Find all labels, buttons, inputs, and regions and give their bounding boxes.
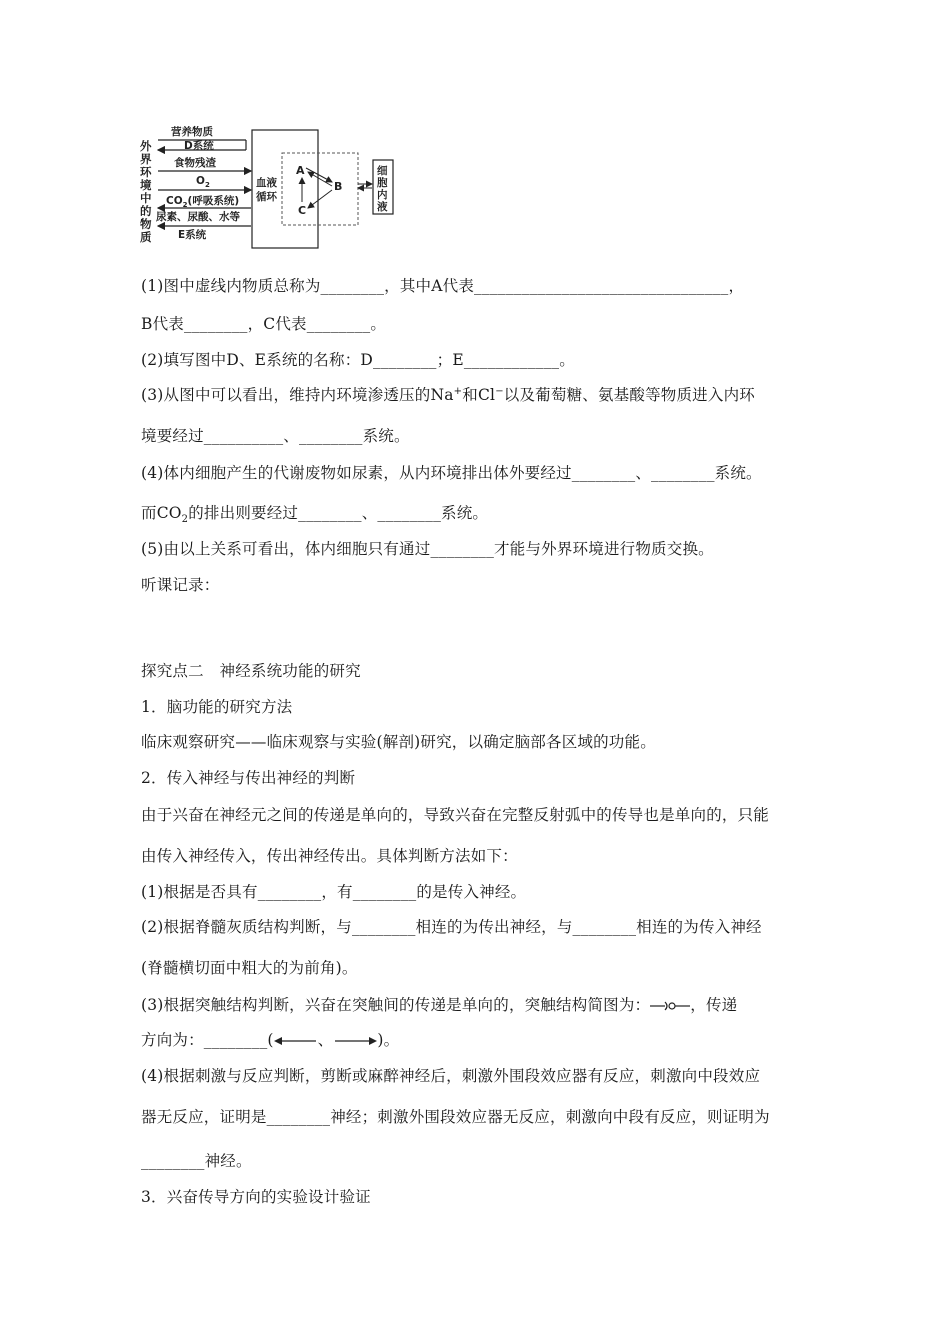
label-d-system: D系统 xyxy=(184,140,214,152)
section2-h2: 2．传入神经与传出神经的判断 xyxy=(141,769,356,787)
i3-suffix: ，传递 xyxy=(690,996,738,1014)
section2-p1: 临床观察研究——临床观察与实验(解剖)研究，以确定脑部各区域的功能。 xyxy=(141,733,656,751)
cell-char: 内 xyxy=(377,189,388,201)
q3-line1 xyxy=(141,384,755,406)
section2-h1: 1．脑功能的研究方法 xyxy=(141,698,293,716)
v-char: 外 xyxy=(140,139,152,153)
q3-prefix: (3)从图中可以看出，维持内环境渗透压的Na xyxy=(141,386,454,404)
label-nutrients: 营养物质 xyxy=(171,126,213,138)
label-blood-1: 血液 xyxy=(256,177,277,189)
internal-environment-diagram xyxy=(136,122,396,252)
q3-suffix: 以及葡萄糖、氨基酸等物质进入内环 xyxy=(503,386,755,404)
section2-i3-line1 xyxy=(141,994,737,1016)
cell-char: 胞 xyxy=(377,177,388,189)
q4-line2 xyxy=(141,502,488,524)
q3-mid: 和Cl xyxy=(462,386,496,404)
section2-title: 探究点二 神经系统功能的研究 xyxy=(141,662,361,680)
node-b: B xyxy=(334,180,343,193)
diagram-svg xyxy=(136,122,396,252)
node-c: C xyxy=(298,204,307,217)
left-vertical-label xyxy=(140,139,152,244)
v-char: 的 xyxy=(140,204,152,218)
i3-prefix: (3)根据突触结构判断，兴奋在突触间的传递是单向的，突触结构简图为： xyxy=(141,996,651,1014)
q3-sup2: − xyxy=(495,385,504,397)
cell-char: 细 xyxy=(377,165,388,177)
label-urea: 尿素、尿酸、水等 xyxy=(156,211,240,223)
section2-i2-line2: (脊髓横切面中粗大的为前角)。 xyxy=(141,959,358,977)
section2-i4-line1: (4)根据刺激与反应判断，剪断或麻醉神经后，刺激外围段效应器有反应，刺激向中段效应 xyxy=(141,1067,761,1085)
v-char: 中 xyxy=(140,191,152,205)
q5-line: (5)由以上关系可看出，体内细胞只有通过________才能与外界环境进行物质交换。 xyxy=(141,540,714,558)
section2-i3-line2 xyxy=(141,1029,399,1051)
v-char: 界 xyxy=(140,152,152,166)
left-arrow-icon xyxy=(274,1035,318,1047)
q4-line2-suffix: 的排出则要经过________、________系统。 xyxy=(188,504,489,522)
label-blood-2: 循环 xyxy=(256,191,277,203)
section2-p2-line1: 由于兴奋在神经元之间的传递是单向的，导致兴奋在完整反射弧中的传导也是单向的，只能 xyxy=(141,806,770,824)
q4-line1: (4)体内细胞产生的代谢废物如尿素，从内环境排出体外要经过________、________系统。 xyxy=(141,464,762,482)
section2-h3: 3．兴奋传导方向的实验设计验证 xyxy=(141,1188,371,1206)
label-food-residue: 食物残渣 xyxy=(174,157,216,169)
v-char: 境 xyxy=(140,178,152,192)
section2-i4-line3: ________神经。 xyxy=(141,1152,252,1170)
q3-sup1: + xyxy=(453,385,463,397)
i3-line2-prefix: 方向为：________( xyxy=(141,1031,274,1049)
label-e-system: E系统 xyxy=(178,229,207,241)
node-a: A xyxy=(296,164,305,177)
internal-environment-dashed-box xyxy=(282,153,358,225)
v-char: 环 xyxy=(140,165,152,179)
q2-line: (2)填写图中D、E系统的名称：D________；E____________。 xyxy=(141,351,575,369)
v-char: 质 xyxy=(140,230,152,244)
section2-i1: (1)根据是否具有________，有________的是传入神经。 xyxy=(141,883,527,901)
v-char: 物 xyxy=(140,217,152,231)
synapse-icon xyxy=(650,1000,690,1012)
q4-co2: 而CO xyxy=(141,504,182,522)
label-co2: $CO_2$(呼吸系统) xyxy=(166,195,240,209)
q4-co2-sub: 2 xyxy=(181,514,189,526)
blood-circulation-box xyxy=(252,130,318,248)
q1-line2: B代表________，C代表________。 xyxy=(141,315,387,333)
right-arrow-icon xyxy=(333,1035,377,1047)
cell-char: 液 xyxy=(377,201,388,213)
i3-line2-suffix: )。 xyxy=(377,1031,400,1049)
section2-i2-line1: (2)根据脊髓灰质结构判断，与________相连的为传出神经，与________相连的为传入神经 xyxy=(141,918,762,936)
section2-i4-line2: 器无反应，证明是________神经；刺激外围段效应器无反应，刺激向中段有反应，则证明为 xyxy=(141,1108,770,1126)
notes-label: 听课记录： xyxy=(141,576,220,594)
label-o2: $O_2$ xyxy=(196,175,210,189)
q3-line2: 境要经过__________、________系统。 xyxy=(141,427,410,445)
i3-sep: 、 xyxy=(317,1031,334,1049)
q1-line1: (1)图中虚线内物质总称为________，其中A代表________________________________， xyxy=(141,277,745,295)
section2-p2-line2: 由传入神经传入，传出神经传出。具体判断方法如下： xyxy=(141,847,518,865)
